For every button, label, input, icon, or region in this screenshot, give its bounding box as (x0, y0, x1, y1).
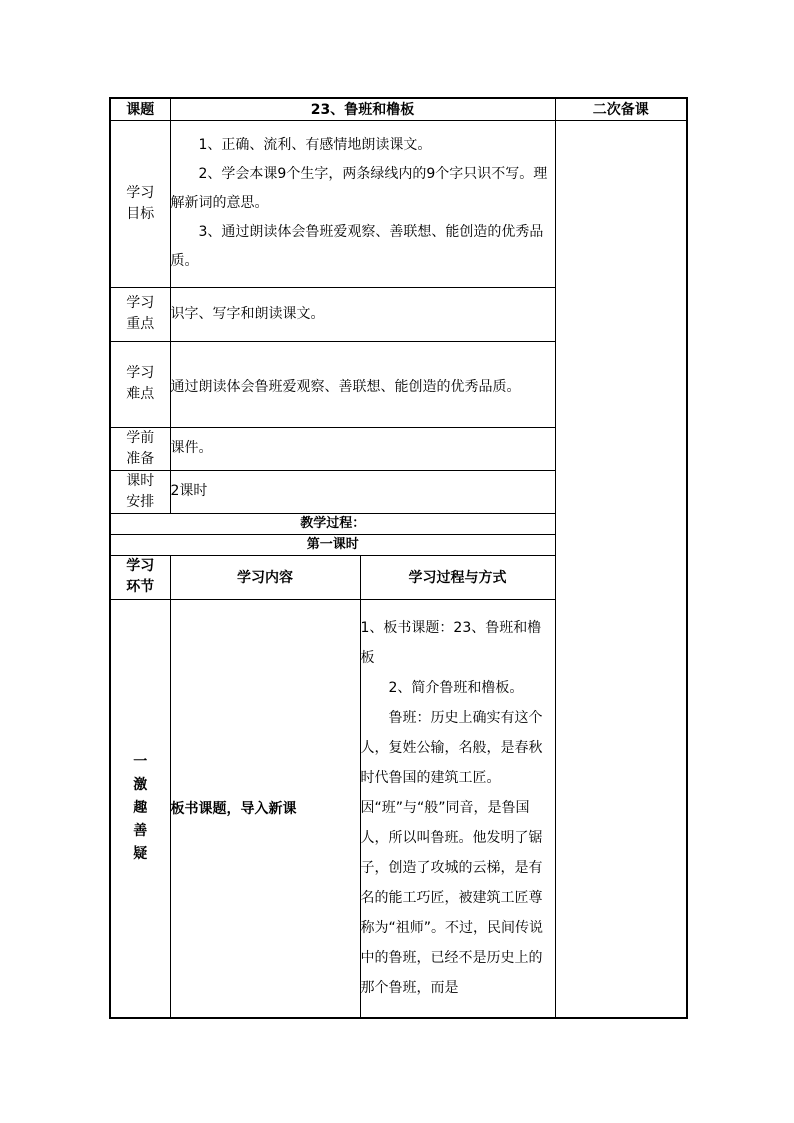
backup-label: 二次备课 (555, 98, 687, 120)
process-line: 鲁班：历史上确实有这个人，复姓公输，名般，是春秋时代鲁国的建筑工匠。因“班”与“般”同音，是鲁国人，所以叫鲁班。他发明了锯子，创造了攻城的云梯，是有名的能工巧匠，被建筑工匠尊称为“祖师”。不过，民间传说中的鲁班，已经不是历史上的那个鲁班，而是 (360, 710, 544, 997)
backup-notes-column (555, 120, 687, 1018)
goal-item: 1、正确、流利、有感情地朗读课文。 (198, 137, 432, 153)
goal-item: 2、学会本课9个生字，两条绿线内的9个字只识不写。理解新词的意思。 (170, 166, 548, 211)
schedule-content: 2课时 (170, 470, 555, 513)
difficulty-content: 通过朗读体会鲁班爱观察、善联想、能创造的优秀品质。 (170, 341, 555, 427)
process-steps (360, 599, 555, 1018)
goals-content (170, 120, 555, 287)
method-column-header: 学习过程与方式 (360, 555, 555, 599)
topic-label: 课题 (110, 98, 170, 120)
content-heading: 板书课题，导入新课 (170, 599, 360, 1018)
prep-label: 学前 准备 (110, 427, 170, 470)
process-title: 教学过程： (110, 513, 555, 534)
prep-content: 课件。 (170, 427, 555, 470)
focus-label: 学习 重点 (110, 287, 170, 341)
content-column-header: 学习内容 (170, 555, 360, 599)
goal-item: 3、通过朗读体会鲁班爱观察、善联想、能创造的优秀品质。 (170, 224, 544, 269)
difficulty-label: 学习 难点 (110, 341, 170, 427)
process-line: 2、简介鲁班和橹板。 (388, 680, 524, 697)
lesson-title: 第一课时 (110, 534, 555, 555)
lesson-plan-table (109, 97, 688, 1019)
topic-title: 23、鲁班和橹板 (170, 98, 555, 120)
phase-name: 一 激 趣 善 疑 (110, 599, 170, 1018)
schedule-label: 课时 安排 (110, 470, 170, 513)
process-line: 1、板书课题：23、鲁班和橹板 (360, 620, 542, 667)
goals-label: 学习 目标 (110, 120, 170, 287)
focus-content: 识字、写字和朗读课文。 (170, 287, 555, 341)
phase-column-header: 学习 环节 (110, 555, 170, 599)
